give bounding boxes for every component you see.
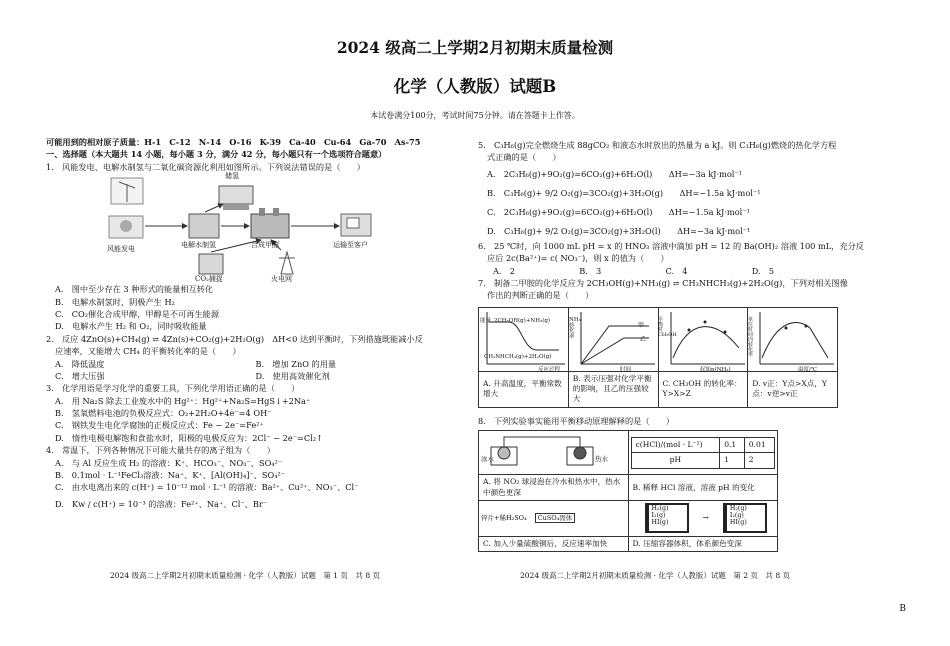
storage-base-icon xyxy=(223,204,249,210)
ph-header: pH xyxy=(631,453,720,468)
q8-table xyxy=(478,430,778,552)
q8-option-d: D. 压缩容器体积，体系颜色变深 xyxy=(628,536,778,551)
q1-option-b: B. 电解水制氢时，阴极产生 H₂ xyxy=(55,296,175,307)
hcl-c2: 0.01 xyxy=(744,438,774,453)
q4-option-a: A. 与 Al 反应生成 H₂ 的溶液：K⁺、HCO₃⁻、NO₃⁻、SO₄²⁻ xyxy=(55,457,283,468)
energy-flow-diagram xyxy=(101,174,391,284)
q1-figure xyxy=(101,174,391,284)
q7-option-d: D. v正：Y点>X点，Y点：v逆>v正 xyxy=(748,371,838,407)
storage-tank-icon xyxy=(219,186,253,204)
label-hot-water: 热水 xyxy=(595,455,608,463)
g2-xlabel: 时间 xyxy=(620,367,632,373)
atomic-masses: 可能用到的相对原子质量：H-1 C-12 N-14 O-16 K-39 Ca-40 Cu-64 Ga-70 As-75 xyxy=(46,137,421,147)
q3-option-d: D. 惰性电极电解饱和食盐水时，阳极的电极反应为：2Cl⁻ − 2e⁻=Cl₂↑ xyxy=(55,432,323,443)
label-wind: 风能发电 xyxy=(107,245,135,254)
q8-fig-d xyxy=(628,500,778,536)
q2-option-a: A. 降低温度 xyxy=(55,358,105,369)
label-storage: 储氢 xyxy=(225,172,239,181)
q1-option-c: C. CO₂催化合成甲醇，甲醇是不可再生能源 xyxy=(55,308,220,319)
g1-xlabel: 反应过程 xyxy=(538,367,561,373)
g4-xlabel: 温度/℃ xyxy=(798,367,818,373)
q2-options-row-1 xyxy=(46,359,456,371)
right-column xyxy=(478,140,864,552)
electrolysis-unit-icon xyxy=(189,214,219,238)
q8-option-b: B. 稀释 HCl 溶液，溶液 pH 的变化 xyxy=(628,475,778,501)
exam-title: 2024 级高二上学期2月初期末质量检测 xyxy=(336,38,614,57)
g3-ylabel: 平衡时CH₃OH xyxy=(658,317,677,338)
q5-stem-2: 式正确的是（ ） xyxy=(487,152,561,163)
q8-fig-c xyxy=(479,500,629,536)
g1-top-label: 2CH₃OH(g)+NH₃(g) xyxy=(494,318,551,324)
q5-stem-1: 5. C₃H₆(g)完全燃烧生成 88gCO₂ 和液态水时放出的热量为 a kJ。则 C₃H₆(g)燃烧的热化学方程 xyxy=(478,140,837,150)
q8-fig-b xyxy=(628,431,778,475)
label-co2: CO₂捕捉 xyxy=(195,275,223,284)
q6-option-d: D. 5 xyxy=(751,265,775,276)
left-column xyxy=(46,137,456,513)
q7-graph-a xyxy=(479,307,569,371)
q1-stem: 1. 风能发电、电解水制氢与二氧化碳资源化利用如图所示。下列说法错误的是（ ） xyxy=(46,161,365,172)
q4-option-b: B. 0.1mol · L⁻¹FeCl₃溶液：Na⁺、K⁺、[Al(OH)₄]⁻、SO₄²⁻ xyxy=(55,470,286,481)
q4-option-c: C. 由水电离出来的 c(H⁺) = 10⁻¹² mol · L⁻¹ 的溶液：Ba²⁺、Cu²⁺、NO₃⁻、Cl⁻ xyxy=(55,482,359,493)
q8-stem: 8. 下列实验事实能用平衡移动原理解释的是（ ） xyxy=(478,415,675,426)
co2-capture-icon xyxy=(199,254,223,274)
q3-option-a: A. 用 Na₂S 除去工业废水中的 Hg²⁺：Hg²⁺+Na₂S=HgS↓+2Na⁺ xyxy=(55,395,311,406)
g3-xlabel: 起始n(NH₃) xyxy=(700,367,731,373)
q6-options xyxy=(478,266,838,278)
q1-option-d: D. 电解水产生 H₂ 和 O₂，同时吸收能量 xyxy=(55,321,207,332)
g1-bottom-label: CH₃NHCH₃(g)+2H₂O(g) xyxy=(484,354,552,360)
q8-fig-a xyxy=(479,431,629,475)
ph-2: 2 xyxy=(744,453,774,468)
label-cold-water: 冰水 xyxy=(481,455,494,463)
q2-option-b: B. 增加 ZnO 的用量 xyxy=(255,358,337,369)
q7-stem-1: 7. 制备二甲胺的化学反应为 2CH₃OH(g)+NH₃(g) ⇌ CH₃NHCH₃(g)+2H₂O(g)，下列对相关图像 xyxy=(478,277,848,288)
label-synthesis: 合成甲醇 xyxy=(251,241,279,250)
q7-graph-c xyxy=(658,307,748,371)
exam-note: 本试卷满分100分，考试时间75分钟。请在答题卡上作答。 xyxy=(370,111,580,120)
q6-stem-2: 应后 2c(Ba²⁺)= c( NO₃⁻)，则 x 的值为（ ） xyxy=(487,253,669,264)
label-grid: 火电网 xyxy=(271,275,292,284)
footer-page-1: 2024 级高二上学期2月初期末质量检测 · 化学（人教版）试题 第 1 页 共 8 页 xyxy=(110,571,380,580)
q8-option-a: A. 将 NO₂ 球浸泡在冷水和热水中，热水中颜色更深 xyxy=(479,475,629,501)
q4-option-d: D. Kw / c(H⁺) = 10⁻³ 的溶液：Fe²⁺、Na⁺、Cl⁻、Br⁻ xyxy=(55,498,268,509)
label-customer: 运输至客户 xyxy=(333,241,368,250)
q2-stem-1: 2. 反应 4ZnO(s)+CH₄(g) ⇌ 4Zn(s)+CO₂(g)+2H₂O(g) ΔH<0 达到平衡时，下列措施既能减小反 xyxy=(46,333,423,344)
q5-option-d: D. C₃H₆(g)+ 9/2 O₂(g)=3CO₂(g)+3H₂O(l) ΔH=−3a kJ·mol⁻¹ xyxy=(487,225,751,236)
page-mark: B xyxy=(899,604,906,614)
q7-graph-d xyxy=(748,307,838,371)
g2-ylabel: NH₃转化率 xyxy=(569,317,581,340)
q3-stem: 3. 化学用语是学习化学的重要工具，下列化学用语正确的是（ ） xyxy=(46,383,300,394)
q2-stem-2: 应速率，又能增大 CH₄ 的平衡转化率的是（ ） xyxy=(55,346,241,357)
q6-option-c: C. 4 xyxy=(665,265,688,276)
power-grid-icon xyxy=(281,252,293,274)
q2-options-row-2 xyxy=(46,371,456,383)
q1-option-a: A. 图中至少存在 3 种形式的能量相互转化 xyxy=(55,284,214,295)
arrow-icon: → xyxy=(702,513,709,523)
container-before: H₂(g) I₂(g) HI(g) xyxy=(645,503,689,533)
q4-stem: 4. 常温下，下列各种情况下可能大量共存的离子组为（ ） xyxy=(46,445,275,456)
hcl-header: c(HCl)/(mol · L⁻¹) xyxy=(631,438,720,453)
hcl-ph-table xyxy=(631,437,776,469)
ph-1: 1 xyxy=(720,453,745,468)
label-zn: 锌片+稀H₂SO₄ xyxy=(481,513,527,522)
q6-option-a: A. 2 xyxy=(493,265,515,276)
q5-option-b: B. C₃H₆(g)+ 9/2 O₂(g)=3CO₂(g)+3H₂O(g) ΔH=−1.5a kJ·mol⁻¹ xyxy=(487,187,761,198)
g2-label-a: 甲 xyxy=(638,322,645,329)
container-after: H₂(g) I₂(g) HI(g) xyxy=(723,503,767,533)
q3-option-c: C. 钢铁发生电化学腐蚀的正极反应式：Fe − 2e⁻=Fe²⁺ xyxy=(55,420,264,431)
q5-option-c: C. 2C₃H₆(g)+9O₂(g)=6CO₂(g)+6H₂O(l) ΔH=−1.5a kJ·mol⁻¹ xyxy=(487,206,750,217)
footer-page-2: 2024 级高二上学期2月初期末质量检测 · 化学（人教版）试题 第 2 页 共 8 页 xyxy=(520,571,790,580)
label-cuso4: CuSO₄固体 xyxy=(535,513,576,523)
exam-subtitle: 化学（人教版）试题B xyxy=(393,77,557,96)
q6-stem-1: 6. 25 ℃时，向 1000 mL pH = x 的 HNO₃ 溶液中滴加 pH = 12 的 Ba(OH)₂ 溶液 100 mL，充分反 xyxy=(478,240,864,251)
q8-option-c: C. 加入少量硫酸铜后，反应速率加快 xyxy=(479,536,629,551)
q5-option-a: A. 2C₃H₆(g)+9O₂(g)=6CO₂(g)+6H₂O(l) ΔH=−3a kJ·mol⁻¹ xyxy=(487,168,742,179)
hcl-c1: 0.1 xyxy=(720,438,745,453)
q7-stem-2: 作出的判断正确的是（ ） xyxy=(487,290,594,301)
q2-option-c: C. 增大压强 xyxy=(55,370,105,381)
g4-ylabel: 单位时间内转化率 xyxy=(748,317,754,358)
label-electrolysis: 电解水制氢 xyxy=(181,241,216,250)
methanol-synthesis-icon xyxy=(251,214,289,238)
g2-label-b: 乙 xyxy=(640,336,647,343)
q7-option-c: C. CH₃OH 的转化率：Y>X>Z xyxy=(658,371,748,407)
q7-option-a: A. 升高温度，平衡常数增大 xyxy=(479,371,569,407)
section-title: 一、选择题（本大题共 14 小题，每小题 3 分，满分 42 分，每小题只有一个选项符合题意） xyxy=(46,149,387,160)
q3-option-b: B. 氢氧燃料电池的负极反应式：O₂+2H₂O+4e⁻=4 OH⁻ xyxy=(55,408,272,419)
q6-option-b: B. 3 xyxy=(579,265,602,276)
q2-option-d: D. 使用高效催化剂 xyxy=(255,370,330,381)
g1-ylabel: 能量 xyxy=(480,318,492,324)
q7-option-b: B. 表示压强对化学平衡的影响，且乙的压强较大 xyxy=(568,371,658,407)
